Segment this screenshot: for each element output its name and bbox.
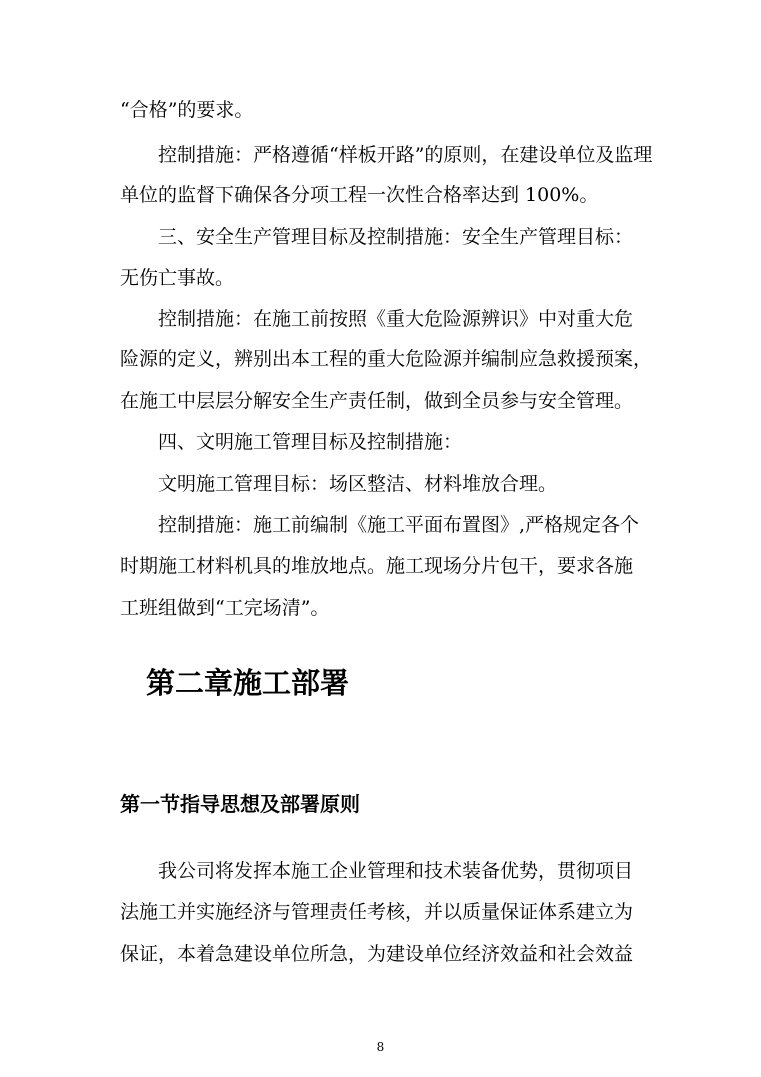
paragraph-line: 四、文明施工管理目标及控制措施：: [158, 431, 463, 453]
paragraph-line: 险源的定义，辨别出本工程的重大危险源并编制应急救援预案，: [120, 348, 653, 370]
paragraph-line: 时期施工材料机具的堆放地点。施工现场分片包干，要求各施: [120, 555, 634, 577]
paragraph-line: 保证，本着急建设单位所急，为建设单位经济效益和社会效益: [120, 943, 634, 965]
paragraph-line: 文明施工管理目标：场区整洁、材料堆放合理。: [158, 473, 558, 495]
paragraph-line: 单位的监督下确保各分项工程一次性合格率达到 100%。: [120, 184, 599, 206]
paragraph-line: 法施工并实施经济与管理责任考核，并以质量保证体系建立为: [120, 901, 634, 923]
paragraph-line: 工班组做到“工完场清”。: [120, 597, 330, 619]
section-title: 第一节指导思想及部署原则: [120, 792, 360, 816]
paragraph-line: 在施工中层层分解安全生产责任制，做到全员参与安全管理。: [120, 390, 634, 412]
paragraph-line: 三、安全生产管理目标及控制措施：安全生产管理目标：: [158, 226, 634, 248]
chapter-title: 第二章施工部署: [146, 666, 350, 700]
paragraph-line: 控制措施：施工前编制《施工平面布置图》,严格规定各个: [158, 514, 640, 536]
page-number: 8: [376, 1040, 385, 1054]
paragraph-line: “合格”的要求。: [120, 99, 254, 121]
paragraph-line: 控制措施：严格遵循“样板开路”的原则，在建设单位及监理: [158, 144, 653, 166]
paragraph-line: 控制措施：在施工前按照《重大危险源辨识》中对重大危: [158, 308, 634, 330]
paragraph-line: 无伤亡事故。: [120, 267, 235, 289]
paragraph-line: 我公司将发挥本施工企业管理和技术装备优势，贯彻项目: [158, 860, 634, 882]
